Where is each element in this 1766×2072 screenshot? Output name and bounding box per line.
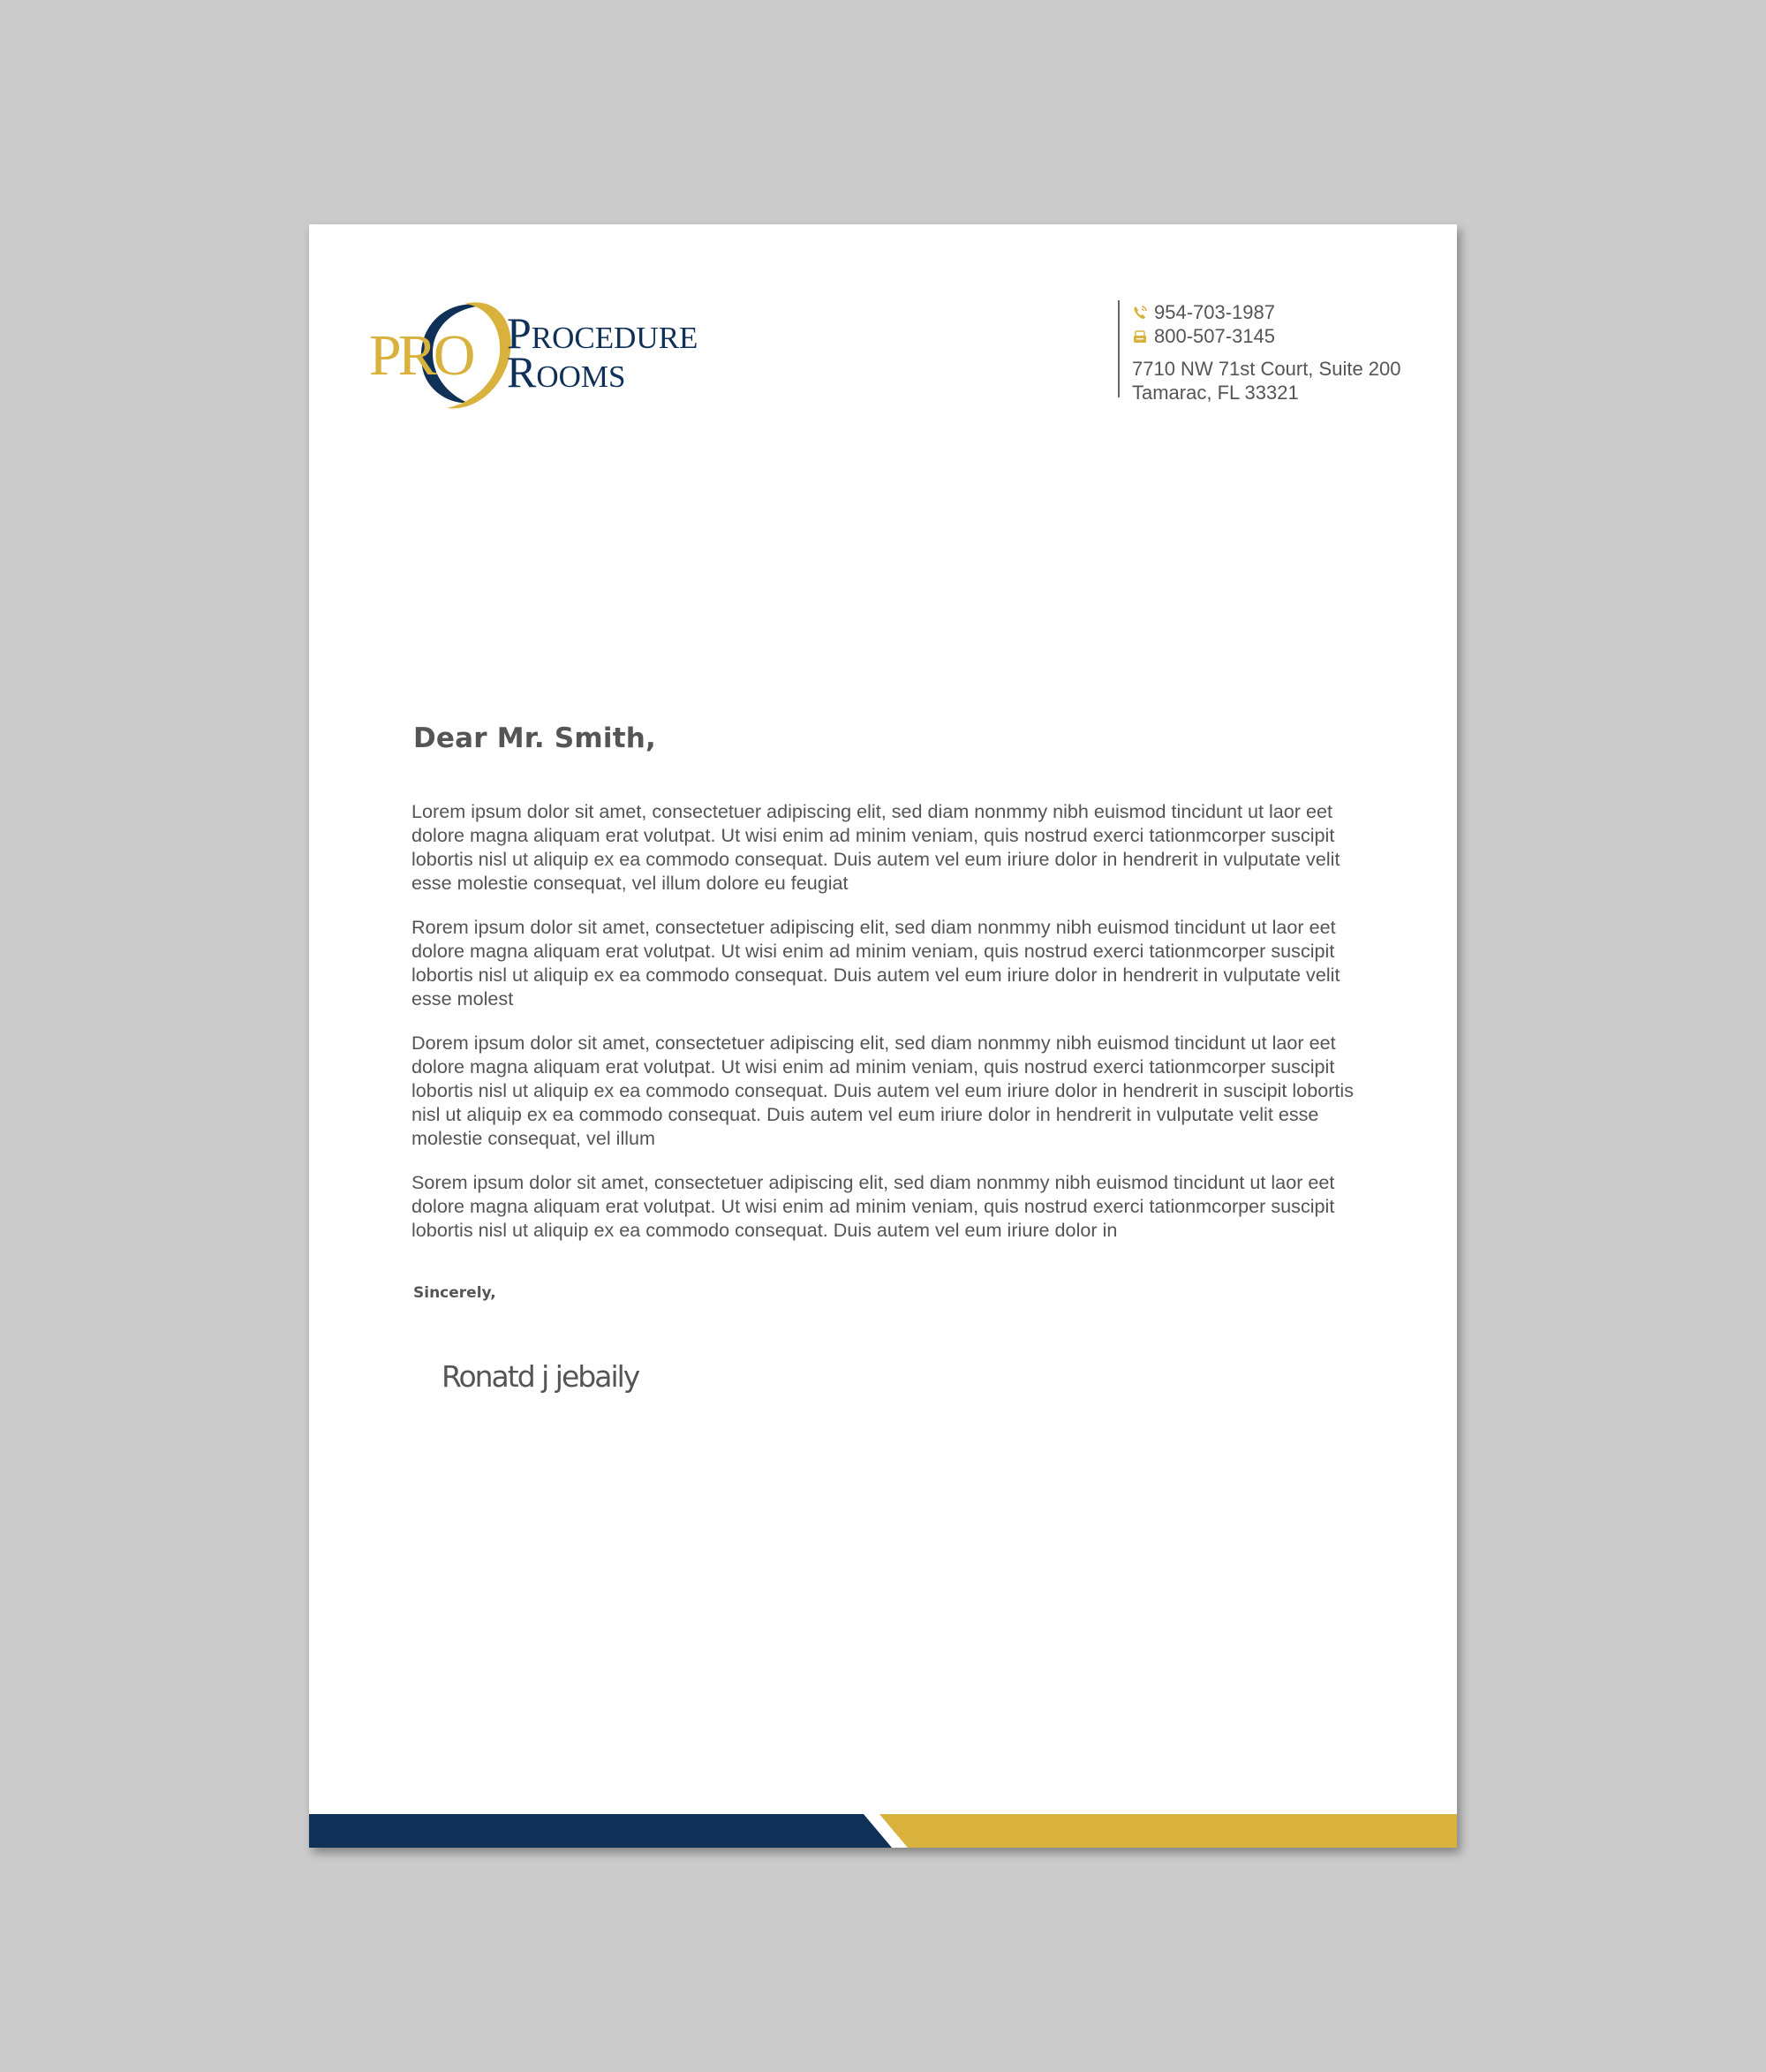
address: [1132, 357, 1401, 405]
procedure-rooms-logo: [369, 290, 766, 413]
address-line1: 7710 NW 71st Court, Suite 200: [1132, 358, 1401, 380]
logo-line2: Rooms: [507, 347, 626, 397]
letter-body: [411, 799, 1370, 1262]
letter-paragraph: Rorem ipsum dolor sit amet, consectetuer adipiscing elit, sed diam nonmmy nibh euismod tincidunt ut laor eet dolore magna aliquam erat volutpat. Ut wisi enim ad minim veniam, quis nostrud exerci tationmcorper suscipit lobortis nisl ut aliquip ex ea commodo consequat. Duis autem vel eum iriure dolor in hendrerit in vulputate velit esse molest: [411, 916, 1340, 1010]
fax-icon: [1132, 329, 1148, 344]
phone-number: 954-703-1987: [1154, 301, 1276, 323]
phone-row: [1132, 300, 1401, 324]
logo-line1: Procedure: [507, 308, 698, 358]
letter-closing: Sincerely,: [413, 1284, 496, 1302]
signature: Ronatd j jebaily: [442, 1359, 639, 1394]
letterhead-page: [309, 224, 1457, 1848]
contact-block: [1118, 300, 1401, 404]
letter-greeting: Dear Mr. Smith,: [413, 722, 656, 754]
footer-navy-band: [309, 1814, 892, 1848]
address-line2: Tamarac, FL 33321: [1132, 382, 1299, 404]
logo-monogram: PRO: [369, 323, 472, 388]
footer-gold-band: [879, 1814, 1457, 1848]
letter-paragraph: Lorem ipsum dolor sit amet, consectetuer adipiscing elit, sed diam nonmmy nibh euismod tincidunt ut laor eet dolore magna aliquam erat volutpat. Ut wisi enim ad minim veniam, quis nostrud exerci tationmcorper suscipit lobortis nisl ut aliquip ex ea commodo consequat. Duis autem vel eum iriure dolor in hendrerit in vulputate velit esse molestie consequat, vel illum dolore eu feugiat: [411, 800, 1340, 894]
fax-row: [1132, 324, 1401, 348]
phone-icon: [1132, 305, 1148, 321]
letter-paragraph: Dorem ipsum dolor sit amet, consectetuer adipiscing elit, sed diam nonmmy nibh euismod tincidunt ut laor eet dolore magna aliquam erat volutpat. Ut wisi enim ad minim veniam, quis nostrud exerci tationmcorper suscipit lobortis nisl ut aliquip ex ea commodo consequat. Duis autem vel eum iriure dolor in hendrerit in suscipit lobortis nisl ut aliquip ex ea commodo consequat. Duis autem vel eum iriure dolor in hendrerit in vulputate velit esse molestie consequat, vel illum: [411, 1032, 1355, 1149]
letter-paragraph: Sorem ipsum dolor sit amet, consectetuer adipiscing elit, sed diam nonmmy nibh euismod tincidunt ut laor eet dolore magna aliquam erat volutpat. Ut wisi enim ad minim veniam, quis nostrud exerci tationmcorper suscipit lobortis nisl ut aliquip ex ea commodo consequat. Duis autem vel eum iriure dolor in: [411, 1171, 1335, 1241]
fax-number: 800-507-3145: [1154, 325, 1276, 347]
footer-band: [309, 1814, 1457, 1848]
